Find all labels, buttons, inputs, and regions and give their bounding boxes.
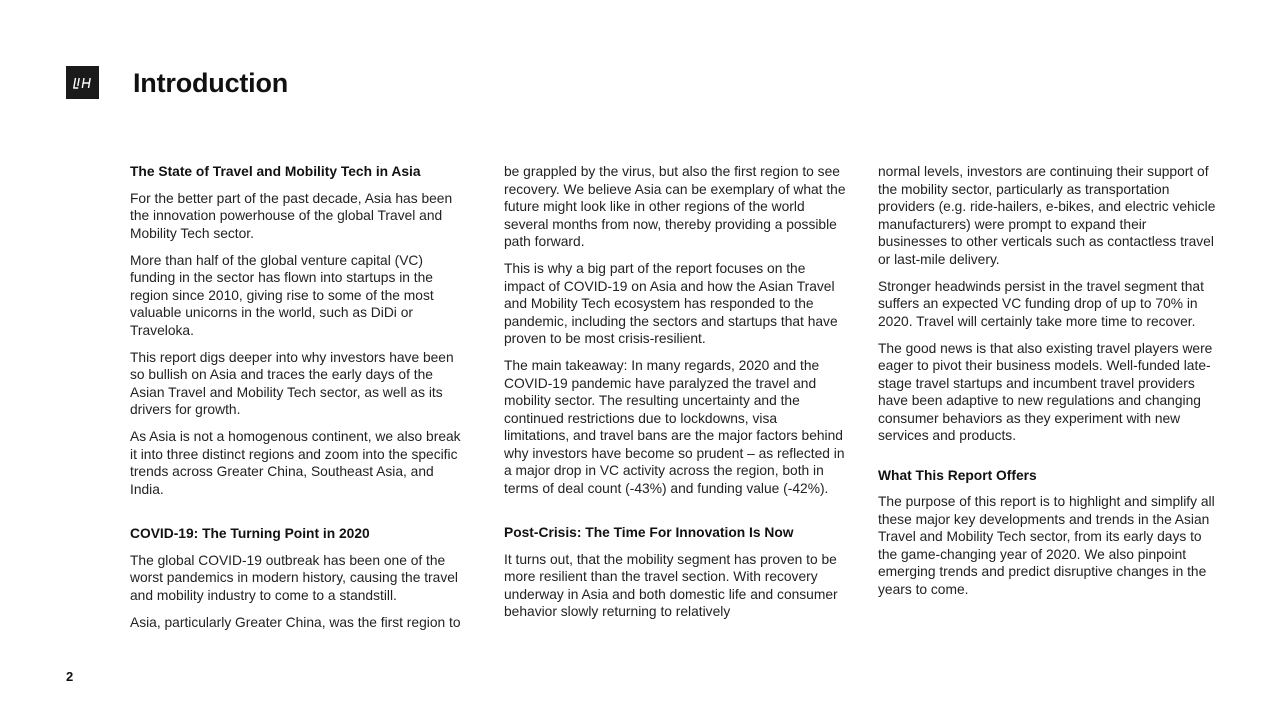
paragraph: The purpose of this report is to highlight and simplify all these major key developments and trends in the Asian Travel and Mobility Tech sector, from its early days to the game-changing year of 2020. We also pinpoint emerging trends and predict disruptive changes in the years to come. xyxy=(878,494,1215,597)
brand-logo xyxy=(66,66,99,99)
paragraph: The good news is that also existing travel players were eager to pivot their business models. Well-funded late-stage travel startups and incumbent travel providers have been adaptive to new regulations and changing consumer behaviors as they experiment with new services and products. xyxy=(878,340,1213,443)
section-heading-covid-turning-point: COVID-19: The Turning Point in 2020 xyxy=(130,526,370,541)
section-heading-state-of-travel: The State of Travel and Mobility Tech in Asia xyxy=(130,164,421,179)
section-heading-what-report-offers: What This Report Offers xyxy=(878,467,1037,483)
paragraph: The main takeaway: In many regards, 2020 and the COVID-19 pandemic have paralyzed the travel and mobility sector. The resulting uncertainty and the continued restrictions due to lockdowns, visa limitations, and travel bans are the major factors behind why investors have become so prudent – as reflected in a major drop in VC activity across the region, both in terms of deal count (-43%) and funding value (-42%). xyxy=(504,358,845,496)
paragraph: This report digs deeper into why investors have been so bullish on Asia and traces the early days of the Asian Travel and Mobility Tech sector, as well as its drivers for growth. xyxy=(130,349,454,417)
page-title: Introduction xyxy=(133,68,289,98)
section-heading-post-crisis: Post-Crisis: The Time For Innovation Is Now xyxy=(504,525,794,540)
paragraph: The global COVID-19 outbreak has been one of the worst pandemics in modern history, causing the travel and mobility industry to come to a standstill. xyxy=(130,552,458,603)
paragraph: As Asia is not a homogenous continent, we also break it into three distinct regions and zoom into the specific trends across Greater China, Southeast Asia, and India. xyxy=(130,429,461,497)
paragraph: For the better part of the past decade, Asia has been the innovation powerhouse of the global Travel and Mobility Tech sector. xyxy=(130,190,453,241)
text-column-1 xyxy=(130,163,470,641)
text-column-3 xyxy=(878,163,1218,608)
brand-logo-mark xyxy=(73,77,92,89)
paragraph: Asia, particularly Greater China, was the first region to xyxy=(130,614,461,630)
paragraph: Stronger headwinds persist in the travel segment that suffers an expected VC funding drop of up to 70% in 2020. Travel will certainly take more time to recover. xyxy=(878,278,1204,329)
text-column-2 xyxy=(504,163,846,630)
paragraph: normal levels, investors are continuing their support of the mobility sector, particularly as transportation providers (e.g. ride-hailers, e-bikes, and electric vehicle manufacturers) were prompt to expand their businesses to other verticals such as contactless travel or last-mile delivery. xyxy=(878,164,1216,267)
paragraph: It turns out, that the mobility segment has proven to be more resilient than the travel section. With recovery underway in Asia and both domestic life and consumer behavior slowly returning to relatively xyxy=(504,551,838,619)
paragraph: This is why a big part of the report focuses on the impact of COVID-19 on Asia and how the Asian Travel and Mobility Tech ecosystem has responded to the pandemic, including the sectors and startups that have proven to be most crisis-resilient. xyxy=(504,261,838,346)
page-number: 2 xyxy=(66,669,74,684)
paragraph: More than half of the global venture capital (VC) funding in the sector has flown into startups in the region since 2010, giving rise to some of the most valuable unicorns in the world, such as DiDi or Traveloka. xyxy=(130,252,434,338)
paragraph: be grappled by the virus, but also the first region to see recovery. We believe Asia can be exemplary of what the future might look like in other regions of the world several months from now, thereby providing a possible path forward. xyxy=(504,164,846,249)
